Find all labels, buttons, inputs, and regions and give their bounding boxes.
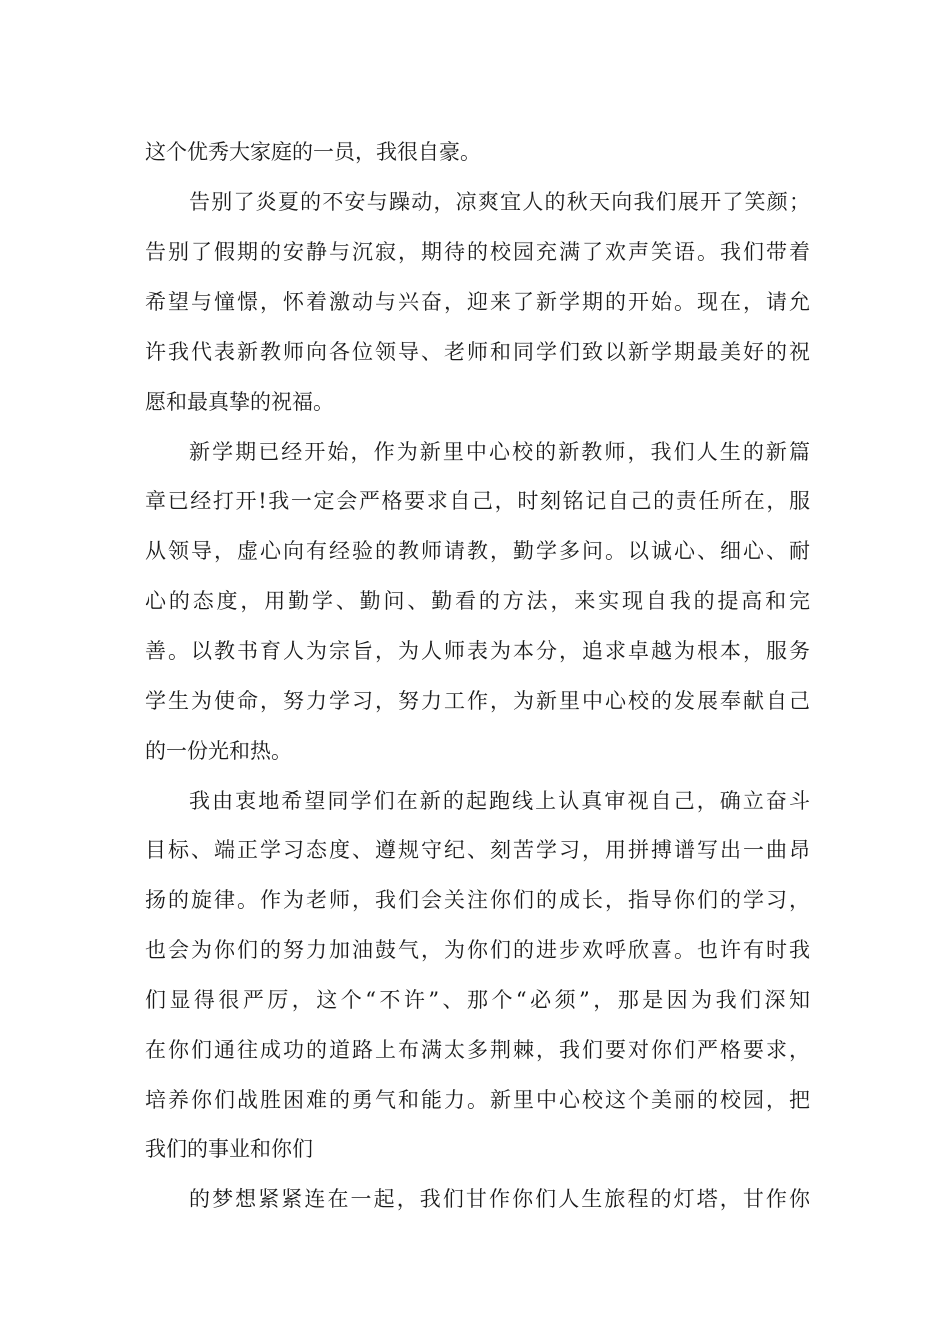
text-line: 许我代表新教师向各位领导、老师和同学们致以新学期最美好的祝 — [145, 340, 810, 364]
text-line: 愿和最真挚的祝福。 — [145, 390, 334, 414]
text-line: 告别了假期的安静与沉寂，期待的校园充满了欢声笑语。我们带着 — [145, 240, 810, 264]
text-line: 新学期已经开始，作为新里中心校的新教师，我们人生的新篇 — [189, 440, 810, 464]
text-line: 这个优秀大家庭的一员，我很自豪。 — [145, 140, 481, 164]
text-line: 学生为使命，努力学习，努力工作，为新里中心校的发展奉献自己 — [145, 689, 810, 713]
text-line: 告别了炎夏的不安与躁动，凉爽宜人的秋天向我们展开了笑颜； — [189, 190, 810, 214]
text-line: 培养你们战胜困难的勇气和能力。新里中心校这个美丽的校园，把 — [145, 1088, 810, 1112]
text-line: 目标、端正学习态度、遵规守纪、刻苦学习，用拼搏谱写出一曲昂 — [145, 838, 810, 862]
text-line: 我由衷地希望同学们在新的起跑线上认真审视自己，确立奋斗 — [189, 789, 810, 813]
text-line: 的梦想紧紧连在一起，我们甘作你们人生旅程的灯塔，甘作你 — [189, 1187, 810, 1211]
text-line: 希望与憧憬，怀着激动与兴奋，迎来了新学期的开始。现在，请允 — [145, 290, 810, 314]
text-line: 善。以教书育人为宗旨，为人师表为本分，追求卓越为根本，服务 — [145, 639, 810, 663]
text-line: 们显得很严厉，这个“不许”、那个“必须”，那是因为我们深知 — [145, 988, 810, 1012]
text-line: 也会为你们的努力加油鼓气，为你们的进步欢呼欣喜。也许有时我 — [145, 938, 810, 962]
text-line: 心的态度，用勤学、勤问、勤看的方法，来实现自我的提高和完 — [145, 589, 810, 613]
text-line: 扬的旋律。作为老师，我们会关注你们的成长，指导你们的学习， — [145, 888, 810, 912]
text-line: 从领导，虚心向有经验的教师请教，勤学多问。以诚心、细心、耐 — [145, 539, 810, 563]
text-line: 章已经打开!我一定会严格要求自己，时刻铭记自己的责任所在，服 — [145, 489, 810, 513]
text-line: 的一份光和热。 — [145, 739, 292, 763]
text-line: 我们的事业和你们 — [145, 1137, 313, 1161]
text-line: 在你们通往成功的道路上布满太多荆棘，我们要对你们严格要求， — [145, 1038, 810, 1062]
